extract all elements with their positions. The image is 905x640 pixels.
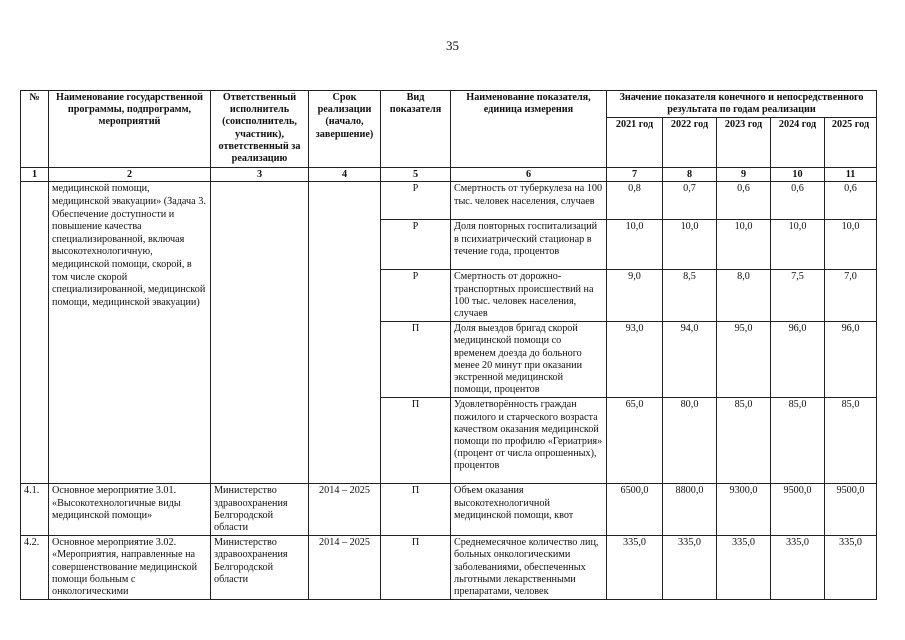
program-name: медицинской помощи, медицинской эвакуации» (Задача 3. Обеспечение доступности и повышение качества специализированной, включая высокотехнологичную, медицинской помощи, скорой, в том числе скорой специализированной, медицинской помощи, медицинской эвакуации) [49,182,211,484]
value-cell: 0,6 [717,182,771,220]
program-name: Основное мероприятие 3.01. «Высокотехнологичные виды медицинской помощи» [49,484,211,536]
value-cell: 335,0 [663,536,717,600]
value-cell: 335,0 [607,536,663,600]
program-table [20,90,877,600]
header-values-group: Значение показателя конечного и непосредственного результата по годам реализации [607,91,877,118]
column-number: 10 [771,168,825,182]
indicator-name: Удовлетворённость граждан пожилого и старческого возраста качеством оказания медицинской помощи по профилю «Гериатрия» (процент от числа опрошенных), процентов [451,398,607,484]
header-year: 2024 год [771,118,825,168]
header-num: № [21,91,49,168]
page-number: 35 [446,38,459,53]
indicator-type: П [381,536,451,600]
indicator-name: Доля выездов бригад скорой медицинской помощи со временем доезда до больного менее 20 минут при оказании экстренной медицинской помощи, процентов [451,322,607,398]
row-num [21,182,49,484]
term: 2014 – 2025 [309,484,381,536]
value-cell: 0,6 [771,182,825,220]
value-cell: 6500,0 [607,484,663,536]
header-executor: Ответственный исполнитель (соисполнитель, участник), ответственный за реализацию [211,91,309,168]
value-cell: 85,0 [771,398,825,484]
value-cell: 7,5 [771,270,825,322]
value-cell: 94,0 [663,322,717,398]
table-row [21,536,877,600]
column-number-row [21,168,877,182]
value-cell: 8,0 [717,270,771,322]
value-cell: 10,0 [825,220,877,270]
column-number: 6 [451,168,607,182]
value-cell: 96,0 [771,322,825,398]
value-cell: 93,0 [607,322,663,398]
value-cell: 0,6 [825,182,877,220]
program-name: Основное мероприятие 3.02. «Мероприятия, направленные на совершенствование медицинской помощи больным с онкологическими [49,536,211,600]
executor [211,182,309,484]
column-number: 3 [211,168,309,182]
indicator-name: Смертность от дорожно-транспортных происшествий на 100 тыс. человек населения, случаев [451,270,607,322]
column-number: 8 [663,168,717,182]
value-cell: 85,0 [825,398,877,484]
value-cell: 65,0 [607,398,663,484]
value-cell: 9,0 [607,270,663,322]
executor: Министерство здравоохранения Белгородской области [211,536,309,600]
table-row [21,182,877,220]
value-cell: 80,0 [663,398,717,484]
header-year: 2025 год [825,118,877,168]
indicator-type: П [381,398,451,484]
indicator-name: Объем оказания высокотехнологичной медицинской помощи, квот [451,484,607,536]
row-num: 4.1. [21,484,49,536]
indicator-name: Доля повторных госпитализаций в психиатрический стационар в течение года, процентов [451,220,607,270]
value-cell: 335,0 [771,536,825,600]
indicator-type: Р [381,182,451,220]
value-cell: 96,0 [825,322,877,398]
header-program-name: Наименование государственной программы, подпрограмм, мероприятий [49,91,211,168]
value-cell: 9300,0 [717,484,771,536]
value-cell: 8800,0 [663,484,717,536]
header-term: Срок реализации (начало, завершение) [309,91,381,168]
column-number: 7 [607,168,663,182]
column-number: 11 [825,168,877,182]
term [309,182,381,484]
value-cell: 10,0 [663,220,717,270]
column-number: 5 [381,168,451,182]
value-cell: 95,0 [717,322,771,398]
value-cell: 10,0 [771,220,825,270]
value-cell: 0,7 [663,182,717,220]
indicator-type: Р [381,270,451,322]
header-year: 2022 год [663,118,717,168]
indicator-name: Среднемесячное количество лиц, больных онкологическими заболеваниями, обеспеченных льготными лекарственными препаратами, человек [451,536,607,600]
term: 2014 – 2025 [309,536,381,600]
value-cell: 10,0 [607,220,663,270]
header-year: 2021 год [607,118,663,168]
indicator-type: П [381,322,451,398]
value-cell: 0,8 [607,182,663,220]
column-number: 4 [309,168,381,182]
executor: Министерство здравоохранения Белгородской области [211,484,309,536]
indicator-type: Р [381,220,451,270]
value-cell: 9500,0 [825,484,877,536]
value-cell: 10,0 [717,220,771,270]
indicator-name: Смертность от туберкулеза на 100 тыс. человек населения, случаев [451,182,607,220]
value-cell: 85,0 [717,398,771,484]
value-cell: 335,0 [825,536,877,600]
indicator-type: П [381,484,451,536]
header-indicator-name: Наименование показателя, единица измерения [451,91,607,168]
table-row [21,484,877,536]
value-cell: 8,5 [663,270,717,322]
value-cell: 7,0 [825,270,877,322]
value-cell: 335,0 [717,536,771,600]
column-number: 2 [49,168,211,182]
column-number: 1 [21,168,49,182]
column-number: 9 [717,168,771,182]
header-indicator-type: Вид показателя [381,91,451,168]
header-year: 2023 год [717,118,771,168]
row-num: 4.2. [21,536,49,600]
value-cell: 9500,0 [771,484,825,536]
header-row-1 [21,91,877,118]
